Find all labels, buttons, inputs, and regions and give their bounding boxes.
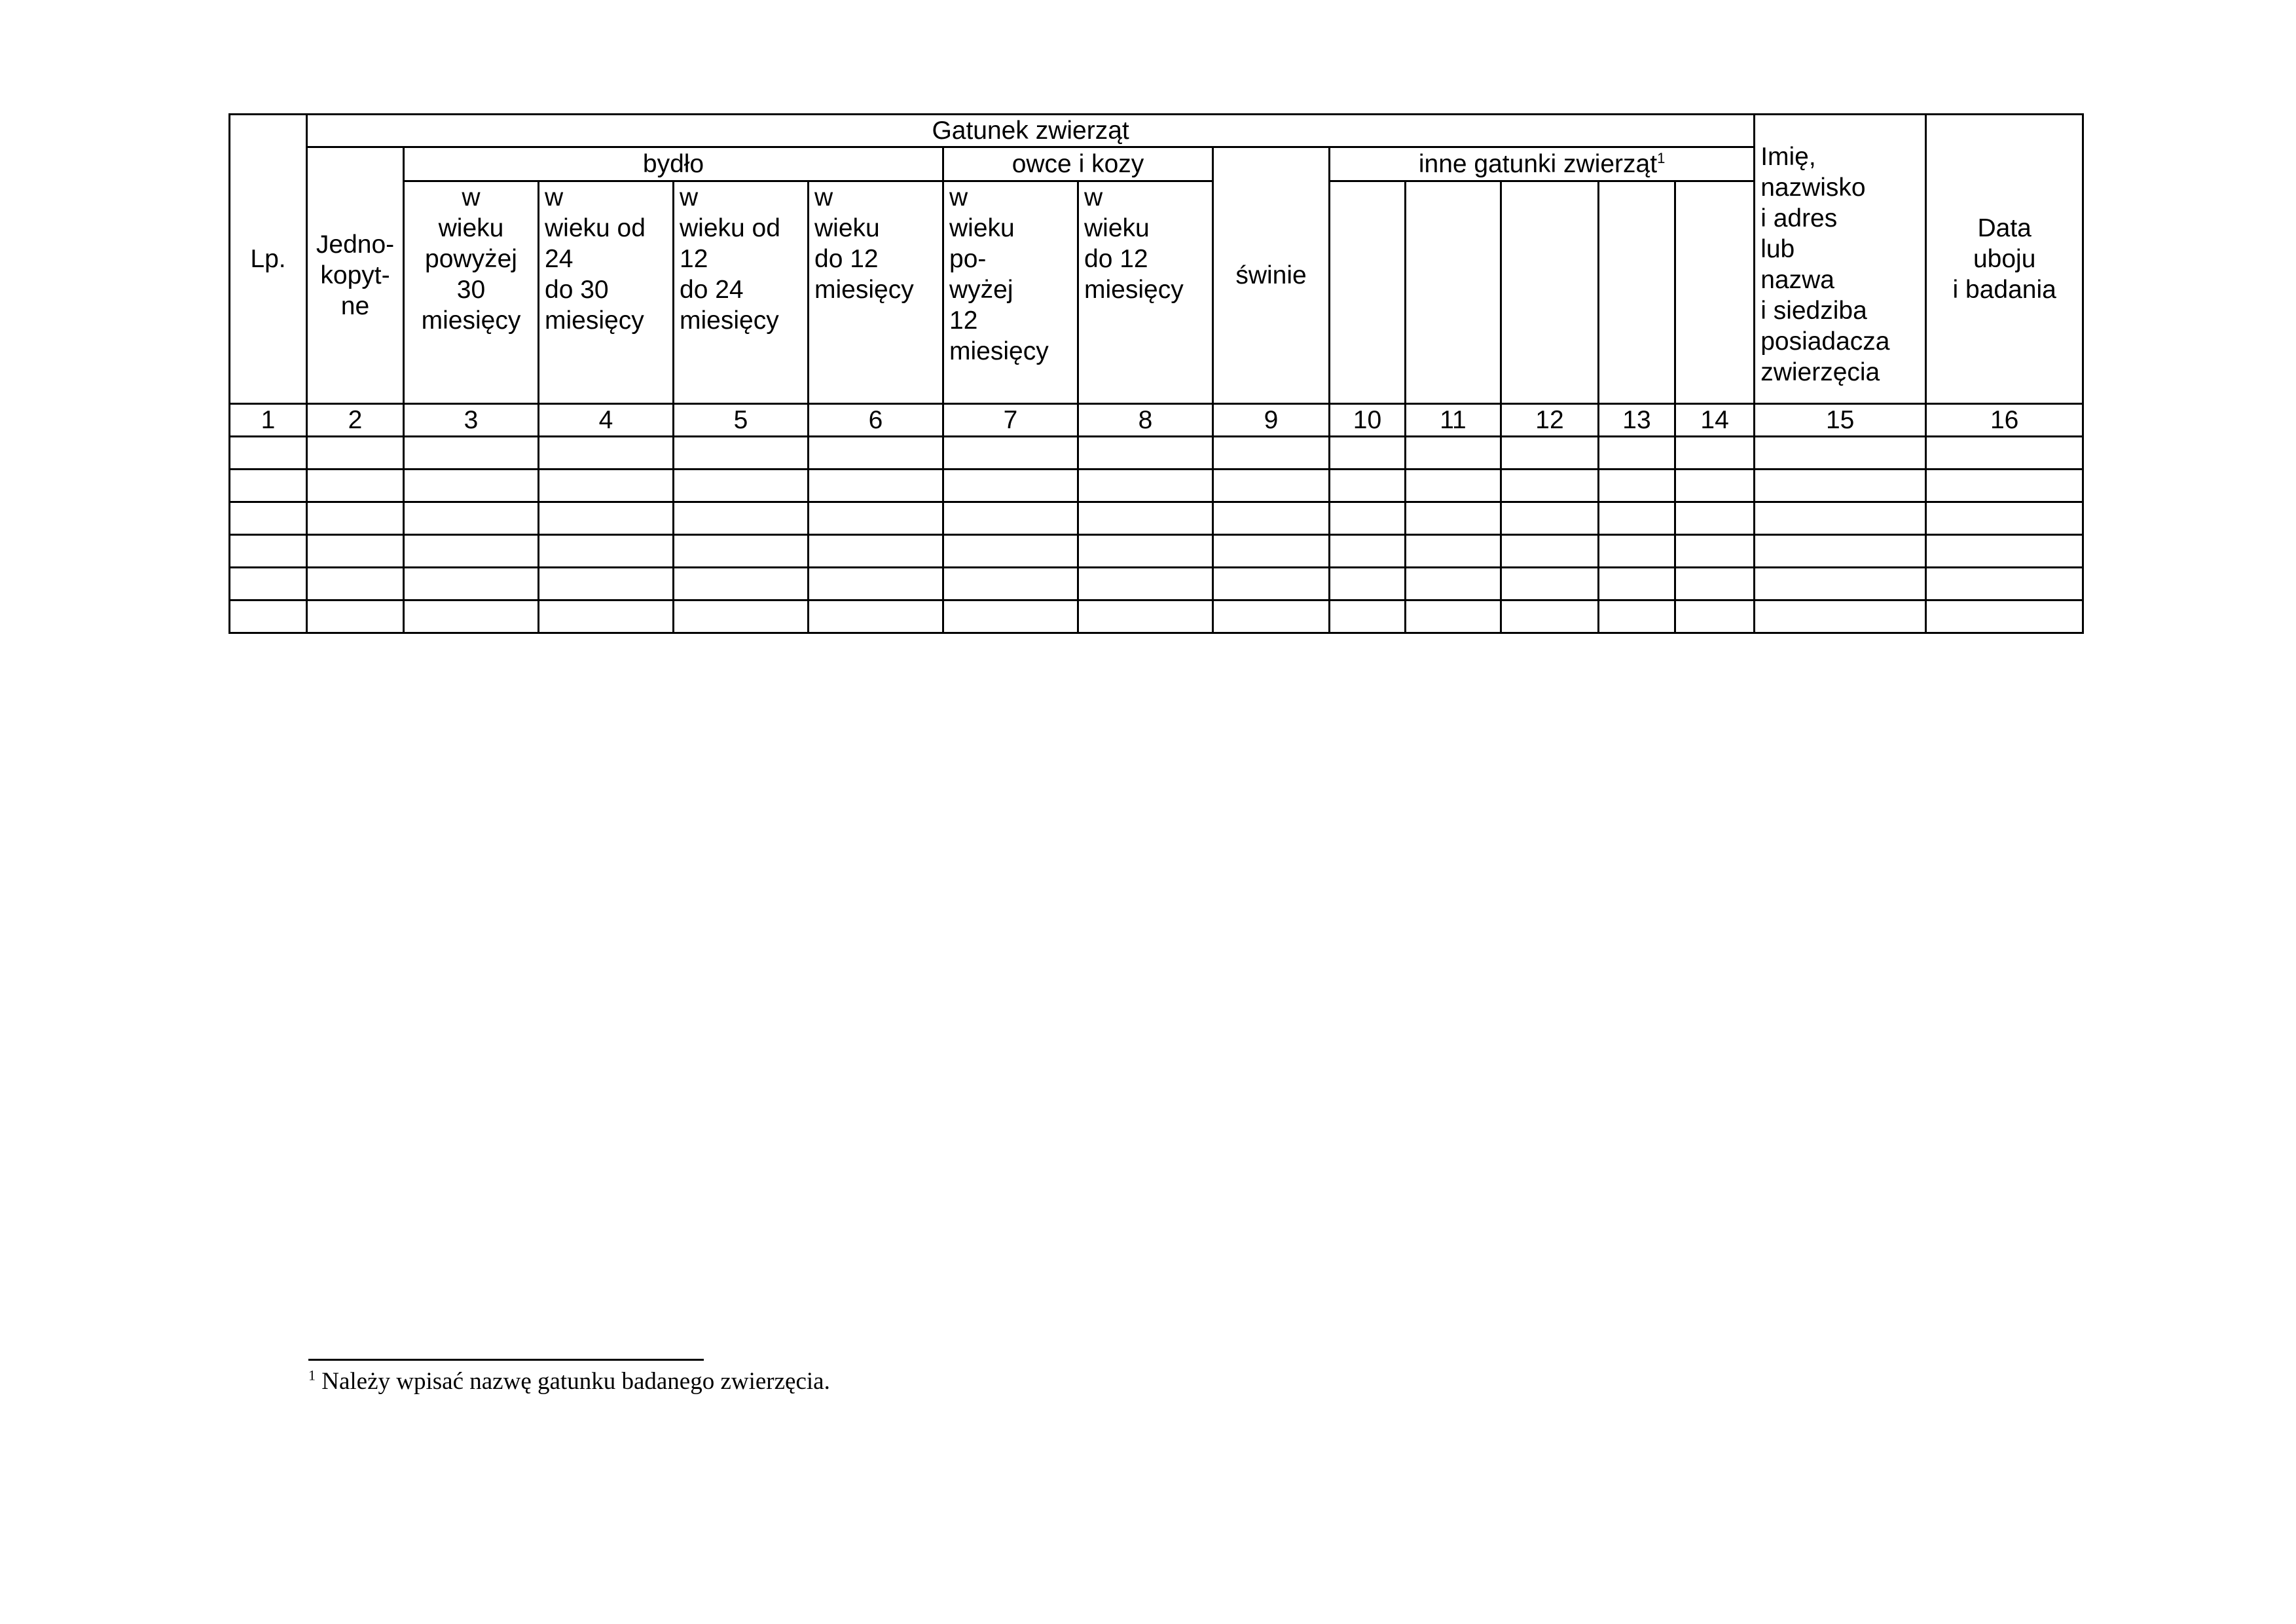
table-row (230, 568, 2083, 600)
entry-cell[interactable] (230, 600, 307, 633)
entry-cell[interactable] (1501, 568, 1599, 600)
column-number-cell: 9 (1213, 404, 1330, 437)
header-owce-up-to-12-months: w wieku do 12 miesięcy (1078, 181, 1213, 404)
entry-cell[interactable] (307, 535, 404, 568)
header-inne-gatunki-label: inne gatunki zwierząt (1418, 150, 1658, 178)
entry-cell[interactable] (404, 470, 539, 502)
column-number-cell: 7 (943, 404, 1078, 437)
column-number-cell: 14 (1675, 404, 1755, 437)
header-other-species-blank-1 (1330, 181, 1406, 404)
header-bydlo: bydło (404, 147, 943, 181)
entry-cell[interactable] (404, 502, 539, 535)
footnote-reference-mark: 1 (1657, 150, 1666, 166)
entry-cell[interactable] (539, 600, 674, 633)
entry-cell[interactable] (539, 535, 674, 568)
table-row (230, 502, 2083, 535)
entry-cell[interactable] (1501, 502, 1599, 535)
entry-cell[interactable] (1406, 600, 1501, 633)
footnote-separator (308, 1359, 704, 1361)
entry-cell[interactable] (404, 568, 539, 600)
entry-cell[interactable] (1330, 437, 1406, 470)
entry-cell[interactable] (1406, 535, 1501, 568)
entry-cell[interactable] (1599, 470, 1675, 502)
entry-cell[interactable] (1213, 437, 1330, 470)
header-bydlo-24-to-30-months: w wieku od 24 do 30 miesięcy (539, 181, 674, 404)
entry-cell[interactable] (1406, 437, 1501, 470)
entry-cell[interactable] (230, 470, 307, 502)
entry-cell[interactable] (1926, 568, 2083, 600)
entry-cell[interactable] (943, 568, 1078, 600)
entry-cell[interactable] (1926, 600, 2083, 633)
entry-cell[interactable] (1926, 535, 2083, 568)
entry-cell[interactable] (539, 437, 674, 470)
entry-cell[interactable] (1675, 568, 1755, 600)
entry-cell[interactable] (809, 470, 943, 502)
entry-cell[interactable] (1501, 535, 1599, 568)
entry-cell[interactable] (1755, 502, 1926, 535)
header-other-species-blank-5 (1675, 181, 1755, 404)
entry-cell[interactable] (1213, 535, 1330, 568)
column-number-row (230, 404, 2083, 437)
entry-cell[interactable] (1406, 502, 1501, 535)
table-row (230, 600, 2083, 633)
entry-cell[interactable] (1599, 502, 1675, 535)
entry-cell[interactable] (1755, 535, 1926, 568)
column-number-cell: 2 (307, 404, 404, 437)
entry-cell[interactable] (1675, 600, 1755, 633)
header-gatunek-zwierzat: Gatunek zwierząt (307, 115, 1755, 147)
entry-cell[interactable] (943, 535, 1078, 568)
animal-slaughter-register-table (228, 113, 2084, 634)
header-other-species-blank-4 (1599, 181, 1675, 404)
entry-cell[interactable] (307, 502, 404, 535)
header-owce-i-kozy: owce i kozy (943, 147, 1213, 181)
entry-cell[interactable] (539, 470, 674, 502)
entry-cell[interactable] (1078, 437, 1213, 470)
column-number-cell: 13 (1599, 404, 1675, 437)
column-number-cell: 4 (539, 404, 674, 437)
entry-cell[interactable] (1406, 470, 1501, 502)
column-number-cell: 15 (1755, 404, 1926, 437)
entry-cell[interactable] (1078, 568, 1213, 600)
table-row (230, 470, 2083, 502)
entry-cell[interactable] (1501, 600, 1599, 633)
header-bydlo-up-to-12-months: w wieku do 12 miesięcy (809, 181, 943, 404)
entry-cell[interactable] (943, 502, 1078, 535)
entry-cell[interactable] (1501, 437, 1599, 470)
entry-cell[interactable] (230, 437, 307, 470)
entry-cell[interactable] (1213, 600, 1330, 633)
entry-cell[interactable] (1330, 600, 1406, 633)
entry-cell[interactable] (404, 600, 539, 633)
entry-cell[interactable] (809, 535, 943, 568)
entry-cell[interactable] (943, 437, 1078, 470)
entry-cell[interactable] (1675, 502, 1755, 535)
column-number-cell: 5 (674, 404, 809, 437)
entry-cell[interactable] (1330, 502, 1406, 535)
entry-cell[interactable] (539, 568, 674, 600)
column-number-cell: 8 (1078, 404, 1213, 437)
entry-cell[interactable] (674, 535, 809, 568)
footnote-text: Należy wpisać nazwę gatunku badanego zwierzęcia. (321, 1368, 830, 1395)
header-jednokopytne: Jedno- kopyt- ne (307, 147, 404, 404)
entry-cell[interactable] (674, 470, 809, 502)
entry-cell[interactable] (1213, 470, 1330, 502)
header-lp: Lp. (230, 115, 307, 404)
column-number-cell: 11 (1406, 404, 1501, 437)
entry-cell[interactable] (1926, 470, 2083, 502)
entry-cell[interactable] (674, 568, 809, 600)
header-bydlo-over-30-months: w wieku powyżej 30 miesięcy (404, 181, 539, 404)
entry-cell[interactable] (230, 502, 307, 535)
entry-cell[interactable] (1755, 437, 1926, 470)
table-row (230, 535, 2083, 568)
entry-cell[interactable] (307, 470, 404, 502)
entry-cell[interactable] (1675, 437, 1755, 470)
column-number-cell: 1 (230, 404, 307, 437)
column-number-cell: 16 (1926, 404, 2083, 437)
entry-cell[interactable] (1078, 470, 1213, 502)
header-owce-over-12-months: w wieku po- wyżej 12 miesięcy (943, 181, 1078, 404)
entry-cell[interactable] (943, 600, 1078, 633)
entry-cell[interactable] (1926, 437, 2083, 470)
entry-cell[interactable] (1599, 568, 1675, 600)
footnote (308, 1367, 830, 1396)
column-number-cell: 10 (1330, 404, 1406, 437)
entry-cell[interactable] (809, 600, 943, 633)
entry-cell[interactable] (1078, 502, 1213, 535)
column-number-cell: 12 (1501, 404, 1599, 437)
entry-cell[interactable] (1406, 568, 1501, 600)
entry-cell[interactable] (1675, 470, 1755, 502)
footnote-mark: 1 (308, 1367, 316, 1384)
header-other-species-blank-3 (1501, 181, 1599, 404)
entry-cell[interactable] (1926, 502, 2083, 535)
entry-cell[interactable] (674, 502, 809, 535)
entry-cell[interactable] (539, 502, 674, 535)
header-bydlo-12-to-24-months: w wieku od 12 do 24 miesięcy (674, 181, 809, 404)
entry-cell[interactable] (674, 437, 809, 470)
header-other-species-blank-2 (1406, 181, 1501, 404)
table-row (230, 437, 2083, 470)
header-inne-gatunki (1330, 147, 1755, 181)
entry-cell[interactable] (1078, 600, 1213, 633)
entry-cell[interactable] (230, 568, 307, 600)
entry-cell[interactable] (1213, 568, 1330, 600)
entry-cell[interactable] (404, 437, 539, 470)
entry-cell[interactable] (1330, 568, 1406, 600)
entry-cell[interactable] (809, 437, 943, 470)
entry-cell[interactable] (1213, 502, 1330, 535)
entry-cell[interactable] (1599, 535, 1675, 568)
entry-cell[interactable] (1755, 470, 1926, 502)
entry-cell[interactable] (1755, 568, 1926, 600)
column-number-cell: 3 (404, 404, 539, 437)
entry-cell[interactable] (404, 535, 539, 568)
entry-cell[interactable] (809, 502, 943, 535)
entry-cell[interactable] (674, 600, 809, 633)
entry-cell[interactable] (230, 535, 307, 568)
entry-cell[interactable] (307, 568, 404, 600)
entry-cell[interactable] (1078, 535, 1213, 568)
entry-cell[interactable] (1501, 470, 1599, 502)
entry-cell[interactable] (307, 437, 404, 470)
header-owner-name-address: Imię, nazwisko i adres lub nazwa i siedziba posiadacza zwierzęcia (1755, 115, 1926, 404)
entry-cell[interactable] (1675, 535, 1755, 568)
entry-cell[interactable] (1599, 437, 1675, 470)
entry-cell[interactable] (1599, 600, 1675, 633)
entry-cell[interactable] (1755, 600, 1926, 633)
entry-cell[interactable] (1330, 535, 1406, 568)
header-slaughter-date: Data uboju i badania (1926, 115, 2083, 404)
entry-cell[interactable] (943, 470, 1078, 502)
entry-cell[interactable] (307, 600, 404, 633)
entry-cell[interactable] (809, 568, 943, 600)
header-swinie: świnie (1213, 147, 1330, 404)
entry-cell[interactable] (1330, 470, 1406, 502)
column-number-cell: 6 (809, 404, 943, 437)
